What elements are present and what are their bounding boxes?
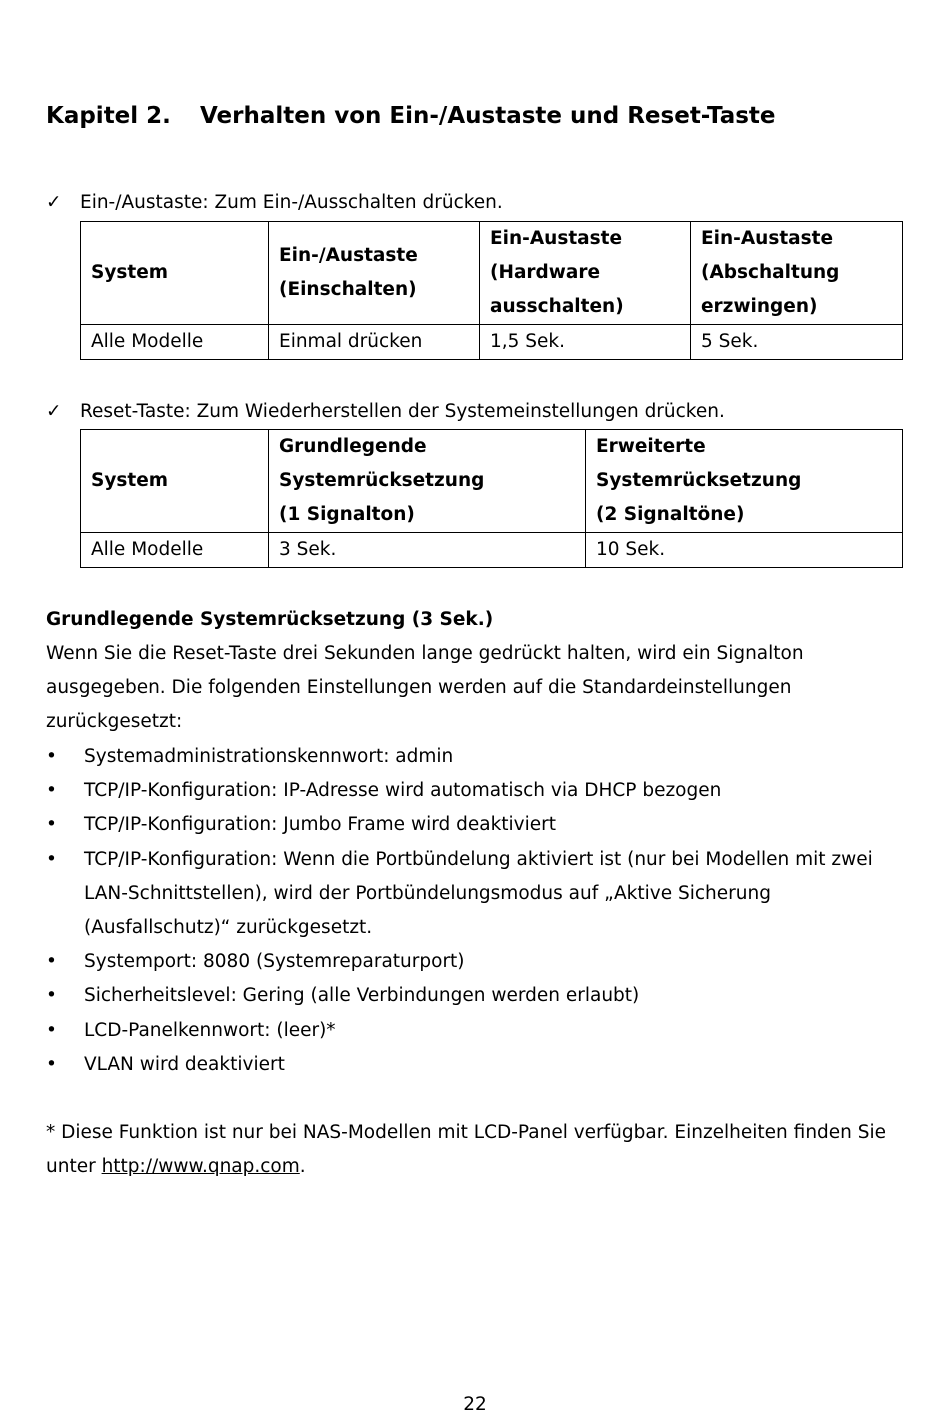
header-cell [691,222,903,325]
header-line: Systemrücksetzung [596,470,802,491]
table-cell: Alle Modelle [81,533,269,568]
list-item-text: Systemport: 8080 (Systemreparaturport) [84,951,465,973]
list-item [46,945,916,979]
bullet-icon: • [46,814,57,836]
header-cell [81,222,269,325]
header-line: Ein-Austaste [701,228,834,249]
table-row [81,325,903,360]
section-heading: Grundlegende Systemrücksetzung (3 Sek.) [46,609,494,630]
body-paragraph: Wenn Sie die Reset-Taste drei Sekunden lange gedrückt halten, wird ein Signalton ausgegeben. Die folgenden Einstellungen werden auf die Standardeinstellungen zurückgesetzt: [46,643,804,733]
list-item-text: Systemadministrationskennwort: admin [84,746,454,767]
list-item-text: TCP/IP-Konfiguration: Wenn die Portbündelung aktiviert ist (nur bei Modellen mit zwei LAN-Schnittstellen), wird der Portbündelungsmodus auf „Aktive Sicherung (Ausfallschutz)“ zurückgesetzt. [84,848,873,939]
bullet-icon: • [46,746,57,767]
table-row [81,533,903,568]
list-item-text: Sicherheitslevel: Gering (alle Verbindungen werden erlaubt) [84,985,640,1007]
chapter-title [46,103,776,129]
header-cell [81,430,269,533]
bullet-icon: • [46,985,57,1007]
bullet-icon: • [46,1053,57,1075]
header-line: System [91,262,169,283]
reset-button-intro-text: Reset-Taste: Zum Wiederherstellen der Systemeinstellungen drücken. [80,401,725,422]
list-item [46,1048,916,1082]
table-cell: 10 Sek. [586,533,903,568]
table-header-row [81,430,903,533]
header-line: Ein-/Austaste [279,245,418,266]
bullet-icon: • [46,848,57,870]
table-cell: Einmal drücken [269,325,480,360]
table-header-row [81,222,903,325]
list-item [46,979,916,1013]
qnap-link[interactable]: http://www.qnap.com [101,1156,300,1178]
list-item-text: VLAN wird deaktiviert [84,1053,285,1075]
power-button-table [80,221,903,360]
header-line: Systemrücksetzung [279,470,485,491]
header-cell [269,430,586,533]
reset-button-table [80,429,903,568]
power-button-intro [46,186,503,220]
list-item [46,740,916,774]
footnote-text: * Diese Funktion ist nur bei NAS-Modellen mit LCD-Panel verfügbar. Einzelheiten finden Sie unter [46,1122,887,1178]
list-item [46,808,916,842]
header-line: Ein-Austaste [490,228,623,249]
header-cell [586,430,903,533]
table-cell: 5 Sek. [691,325,903,360]
checkmark-icon: ✓ [46,192,62,213]
header-line: (Abschaltung [701,262,840,283]
list-item [46,843,916,946]
table-cell: 3 Sek. [269,533,586,568]
header-line: ausschalten) [490,296,624,317]
list-item-text: TCP/IP-Konfiguration: IP-Adresse wird automatisch via DHCP bezogen [84,780,722,802]
header-line: System [91,470,169,491]
checkmark-icon: ✓ [46,401,62,422]
table-cell: Alle Modelle [81,325,269,360]
header-line: (Einschalten) [279,279,417,300]
footnote [46,1116,916,1184]
header-cell [269,222,480,325]
bullet-icon: • [46,951,57,973]
chapter-number: Kapitel 2. [46,103,171,129]
table-cell: 1,5 Sek. [480,325,691,360]
header-line: erzwingen) [701,296,818,317]
header-line: Grundlegende [279,436,427,457]
bullet-icon: • [46,780,57,802]
power-button-intro-text: Ein-/Austaste: Zum Ein-/Ausschalten drücken. [80,192,503,213]
header-line: Erweiterte [596,436,706,457]
reset-button-intro [46,395,725,429]
list-item [46,1014,916,1048]
page-number: 22 [463,1394,487,1415]
list-item [46,774,916,808]
chapter-heading: Verhalten von Ein-/Austaste und Reset-Taste [200,103,776,129]
header-cell [480,222,691,325]
footnote-end: . [299,1156,306,1178]
header-line: (2 Signaltöne) [596,504,745,525]
list-item-text: LCD-Panelkennwort: (leer)* [84,1019,336,1041]
list-item-text: TCP/IP-Konfiguration: Jumbo Frame wird deaktiviert [84,814,557,836]
header-line: (1 Signalton) [279,504,415,525]
bullet-icon: • [46,1019,57,1041]
header-line: (Hardware [490,262,601,283]
reset-settings-list [46,740,916,1082]
